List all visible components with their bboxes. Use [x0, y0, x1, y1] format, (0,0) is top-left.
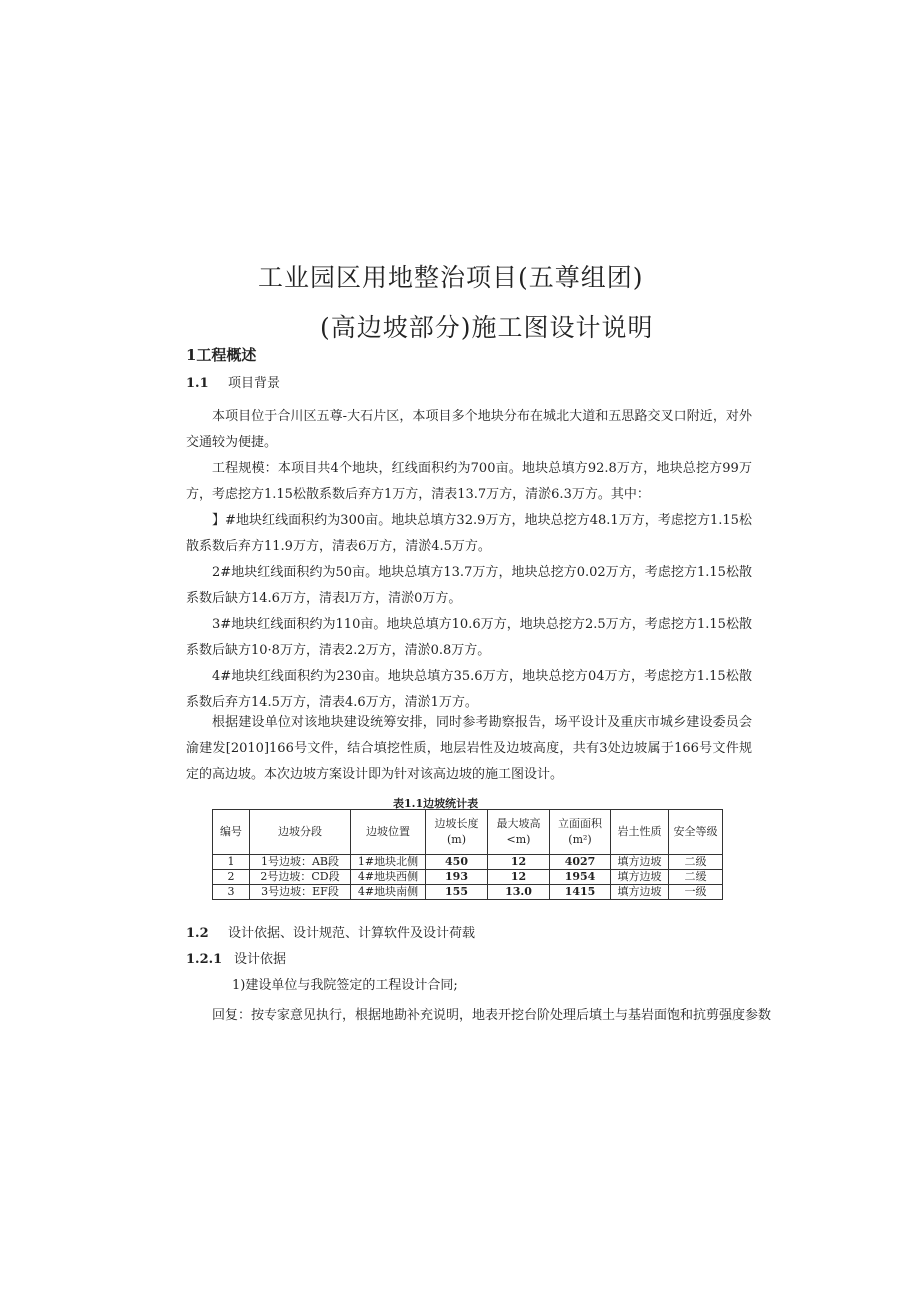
section-label: 设计依据、设计规范、计算软件及设计荷载 — [228, 926, 476, 941]
paragraph-plot-3: 3#地块红线面积约为110亩。地块总填方10.6万方，地块总挖方2.5万方，考虑挖方1.15松散系数后缺方10·8万方，清表2.2万方，清淤0.8万方。 — [186, 617, 752, 658]
table-cell: 4#地块西侧 — [351, 870, 426, 885]
table-cell: 12 — [488, 870, 550, 885]
table-cell: 填方边坡 — [611, 855, 669, 870]
basis-item-1: 1)建设单位与我院签定的工程设计合同; — [232, 978, 458, 993]
section-label: 设计依据 — [234, 952, 287, 967]
table-cell: 1 — [213, 855, 250, 870]
section-number: 1.2.1 — [186, 952, 223, 967]
table-caption: 表1.1边坡统计表 — [393, 797, 479, 810]
section-number: 1.2 — [186, 926, 209, 941]
table-cell: 4027 — [550, 855, 611, 870]
table-cell: 13.0 — [488, 885, 550, 900]
header-cell: 最大坡高<m) — [488, 810, 550, 855]
section-number: 1.1 — [186, 376, 209, 391]
table-cell: 3 — [213, 885, 250, 900]
table-row — [213, 885, 723, 900]
table-row — [213, 870, 723, 885]
table-row — [213, 855, 723, 870]
reply-paragraph: 回复：按专家意见执行，根据地勘补充说明，地表开挖台阶处理后填土与基岩面饱和抗剪强度参数 — [212, 1008, 772, 1023]
table-cell: 3号边坡：EF段 — [250, 885, 351, 900]
table-cell: 二级 — [669, 855, 723, 870]
section-1-heading: 1工程概述 — [186, 346, 257, 364]
table-cell: 二缓 — [669, 870, 723, 885]
table-cell: 1415 — [550, 885, 611, 900]
table-cell: 填方边坡 — [611, 885, 669, 900]
table-cell: 一级 — [669, 885, 723, 900]
header-cell: 边坡长度(m) — [426, 810, 488, 855]
paragraph-plot-4: 4#地块红线面积约为230亩。地块总填方35.6万方，地块总挖方04万方，考虑挖方1.15松散系数后弃方14.5万方，清表4.6万方，清淤1万方。 — [186, 669, 752, 710]
table-cell: 1#地块北侧 — [351, 855, 426, 870]
table-cell: 450 — [426, 855, 488, 870]
table-cell: 2号边坡：CD段 — [250, 870, 351, 885]
table-cell: 2 — [213, 870, 250, 885]
section-1-2-1-heading — [186, 948, 286, 967]
header-cell: 边坡位置 — [351, 810, 426, 855]
paragraph-high-slope: 根据建设单位对该地块建设统筹安排，同时参考勘察报告，场平设计及重庆市城乡建设委员会渝建发[2010]166号文件，结合填挖性质，地层岩性及边坡高度，共有3处边坡属于166号文件规定的高边坡。本次边坡方案设计即为针对该高边坡的施工图设计。 — [186, 715, 752, 782]
paragraph-scale: 工程规模：本项目共4个地块，红线面积约为700亩。地块总填方92.8万方，地块总挖方99万方，考虑挖方1.15松散系数后弃方1万方，清表13.7万方，清淤6.3万方。其中： — [186, 461, 752, 502]
table-cell: 1号边坡：AB段 — [250, 855, 351, 870]
document-title-line1: 工业园区用地整治项目(五尊组团) — [258, 263, 644, 292]
paragraph-location: 本项目位于合川区五尊-大石片区，本项目多个地块分布在城北大道和五思路交叉口附近，对外交通较为便捷。 — [186, 409, 752, 450]
slope-statistics-table — [212, 809, 723, 900]
header-cell: 安全等级 — [669, 810, 723, 855]
table-cell: 1954 — [550, 870, 611, 885]
header-cell: 岩土性质 — [611, 810, 669, 855]
paragraph-plot-1: 】#地块红线面积约为300亩。地块总填方32.9万方，地块总挖方48.1万方，考虑挖方1.15松散系数后弃方11.9万方，清表6万方，清淤4.5万方。 — [186, 513, 752, 554]
header-cell: 编号 — [213, 810, 250, 855]
header-cell: 边坡分段 — [250, 810, 351, 855]
table-cell: 12 — [488, 855, 550, 870]
table-cell: 填方边坡 — [611, 870, 669, 885]
table-cell: 155 — [426, 885, 488, 900]
section-1-1-heading — [186, 372, 280, 391]
paragraph-plot-2: 2#地块红线面积约为50亩。地块总填方13.7万方，地块总挖方0.02万方，考虑挖方1.15松散系数后缺方14.6万方，清表l万方，清淤0万方。 — [186, 565, 752, 606]
document-title-line2: (高边坡部分)施工图设计说明 — [320, 313, 654, 342]
table-header-row — [213, 810, 723, 855]
header-cell: 立面面积(m²) — [550, 810, 611, 855]
table-cell: 4#地块南侧 — [351, 885, 426, 900]
section-label: 项目背景 — [228, 376, 281, 391]
section-1-2-heading — [186, 922, 475, 941]
table-cell: 193 — [426, 870, 488, 885]
